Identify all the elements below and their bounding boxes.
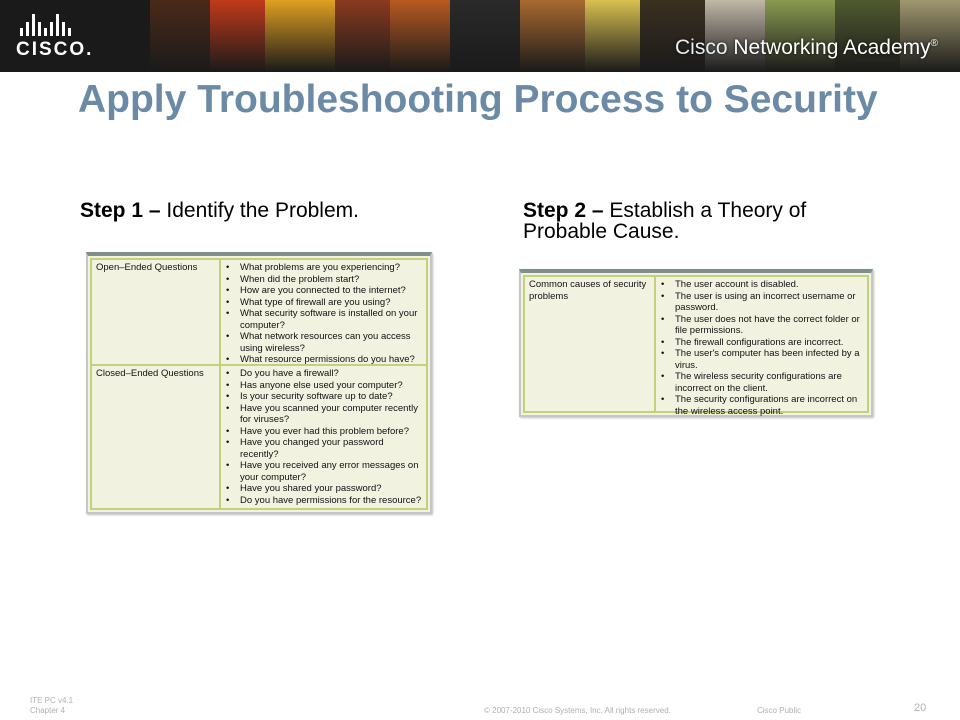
step2-heading [523, 200, 883, 242]
closed-ended-header: Closed–Ended Questions [92, 366, 221, 508]
open-ended-question-list [224, 262, 424, 366]
cisco-bridge-icon [20, 14, 106, 36]
common-causes-list [659, 279, 865, 417]
banner-photo [335, 0, 390, 72]
list-item: • Have you ever had this problem before? [224, 426, 424, 438]
banner-photo [585, 0, 640, 72]
list-item: • Have you scanned your computer recently for viruses? [224, 403, 424, 426]
common-causes-header: Common causes of security problems [525, 277, 656, 411]
header-banner [0, 0, 960, 72]
list-item: • Have you received any error messages on your computer? [224, 460, 424, 483]
list-item: • What resource permissions do you have? [224, 354, 424, 366]
list-item: • The user is using an incorrect username or password. [659, 291, 865, 314]
list-item: • Do you have a firewall? [224, 368, 424, 380]
banner-photo [450, 0, 520, 72]
academy-brand-name: Networking Academy [727, 36, 931, 59]
table-frame [523, 275, 869, 417]
list-item: • What problems are you experiencing? [224, 262, 424, 274]
list-item: • When did the problem start? [224, 274, 424, 286]
list-item: • Is your security software up to date? [224, 391, 424, 403]
registered-mark: ® [930, 38, 938, 49]
table-row-common-causes [525, 277, 867, 417]
footer-chapter: Chapter 4 [30, 706, 66, 715]
list-item: • Do you have permissions for the resource? [224, 495, 424, 507]
list-item: • What type of firewall are you using? [224, 297, 424, 309]
banner-photo [265, 0, 335, 72]
list-item: • The user's computer has been infected by a virus. [659, 348, 865, 371]
banner-photo [150, 0, 210, 72]
networking-academy-brand [675, 36, 938, 60]
academy-brand-cisco: Cisco [675, 36, 728, 59]
footer-course: ITE PC v4.1 [30, 696, 74, 705]
footer-classification: Cisco Public [757, 706, 802, 715]
table-row-open-ended [92, 260, 426, 366]
list-item: • What security software is installed on your computer? [224, 308, 424, 331]
cisco-logo-text: CISCO. [16, 39, 94, 60]
list-item: • The firewall configurations are incorrect. [659, 337, 865, 349]
cisco-logo [16, 14, 106, 60]
banner-photo [390, 0, 450, 72]
list-item: • What network resources can you access using wireless? [224, 331, 424, 354]
table-frame [90, 258, 428, 510]
step1-label: Step 1 – [80, 199, 161, 222]
open-ended-header: Open–Ended Questions [92, 260, 221, 364]
table-row-closed-ended [92, 366, 426, 508]
list-item: • The wireless security configurations are incorrect on the client. [659, 371, 865, 394]
step2-label: Step 2 – [523, 199, 604, 222]
list-item: • Have you shared your password? [224, 483, 424, 495]
page-number: 20 [914, 702, 927, 714]
footer-copyright: © 2007-2010 Cisco Systems, Inc. All rights reserved. [484, 706, 671, 715]
list-item: • The user account is disabled. [659, 279, 865, 291]
step1-text: Identify the Problem. [160, 199, 359, 222]
banner-photo [210, 0, 265, 72]
list-item: • The security configurations are incorrect on the wireless access point. [659, 394, 865, 417]
list-item: • The user does not have the correct folder or file permissions. [659, 314, 865, 337]
probable-cause-table [519, 269, 873, 417]
slide-title: Apply Troubleshooting Process to Security [78, 78, 878, 121]
list-item: • Has anyone else used your computer? [224, 380, 424, 392]
identify-problem-table [86, 252, 432, 514]
closed-ended-list-cell [221, 366, 426, 508]
open-ended-list-cell [221, 260, 426, 364]
common-causes-list-cell [656, 277, 867, 417]
banner-photo [520, 0, 585, 72]
step2-text: Establish a Theory of Probable Cause. [523, 199, 807, 243]
closed-ended-question-list [224, 368, 424, 506]
step1-heading [80, 200, 480, 221]
list-item: • How are you connected to the internet? [224, 285, 424, 297]
list-item: • Have you changed your password recently? [224, 437, 424, 460]
